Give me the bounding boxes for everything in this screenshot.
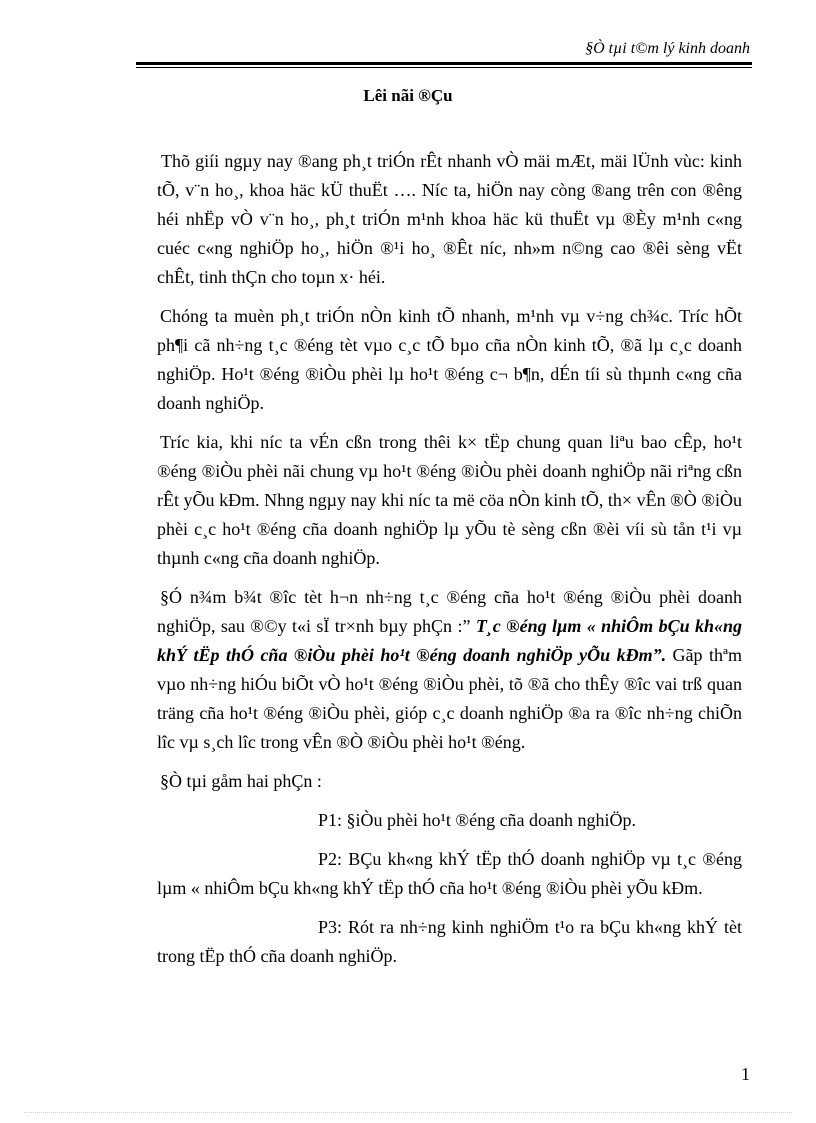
- paragraph-4-lead: §Ó n¾m b¾t ®îc tèt h¬n nh÷ng t¸c ®éng cña ho¹t ®éng ®iÒu phèi doanh nghiÖp, sau ®©y t«i sÏ tr×nh bµy phÇn :”: [157, 587, 742, 636]
- page-bottom-dotted-border: [24, 1112, 792, 1113]
- outline-item-p2-text: P2: BÇu kh«ng khÝ tËp thÓ doanh nghiÖp vµ t¸c ®éng lµm « nhiÔm bÇu kh«ng khÝ tËp thÓ cña ho¹t ®éng ®iÒu phèi yÕu kÐm.: [157, 849, 742, 898]
- outline-item-p3-text: P3: Rót ra nh÷ng kinh nghiÖm t¹o ra bÇu kh«ng khÝ tèt trong tËp thÓ cña doanh nghiÖp.: [157, 917, 742, 966]
- outline-item-p2: [157, 845, 742, 903]
- running-header-title: §Ò tµi t©m lý kinh doanh: [585, 40, 750, 57]
- paragraph-4-emphasis: T¸c ®éng lµm « nhiÔm bÇu kh«ng khÝ tËp thÓ cña ®iÒu phèi ho¹t ®éng doanh nghiÖp yÕu kÐm”.: [157, 616, 742, 665]
- outline-item-p1: [157, 806, 742, 835]
- document-title: Lêi nãi ®Çu: [363, 86, 453, 105]
- paragraph-3: Tríc kia, khi níc ta vÉn cßn trong thêi k× tËp chung quan liªu bao cÊp, ho¹t ®éng ®iÒu phèi nãi chung vµ ho¹t ®éng ®iÒu phèi doanh nghiÖp nãi riªng cßn rÊt yÕu kÐm. Nhng ngµy nay khi níc ta më cöa nÒn kinh tÕ, th× vÊn ®Ò ®iÒu phèi c¸c ho¹t ®éng cña doanh nghiÖp lµ yÕu tè sèng cßn ®èi víi sù tån t¹i vµ thµnh c«ng cña doanh nghiÖp.: [157, 432, 742, 568]
- paragraph-2: Chóng ta muèn ph¸t triÓn nÒn kinh tÕ nhanh, m¹nh vµ v÷ng ch¾c. Tríc hÕt ph¶i cã nh÷ng t¸c ®éng tèt vµo c¸c tÕ bµo cña nÒn kinh tÕ, ®ã lµ c¸c doanh nghiÖp. Ho¹t ®éng ®iÒu phèi lµ ho¹t ®éng c¬ b¶n, dÉn tíi sù thµnh c«ng cña doanh nghiÖp.: [157, 306, 742, 413]
- outline-item-p3: [157, 913, 742, 971]
- outline-item-p1-text: P1: §iÒu phèi ho¹t ®éng cña doanh nghiÖp.: [318, 810, 637, 830]
- page-number: 1: [741, 1064, 750, 1084]
- header-rule-thick: [136, 62, 752, 65]
- paragraph-4: [157, 583, 742, 757]
- document-body: [157, 147, 742, 981]
- header-rule-thin: [136, 67, 752, 68]
- paragraph-1: Thõ giíi ngµy nay ®ang ph¸t triÓn rÊt nhanh vÒ mäi mÆt, mäi lÜnh vùc: kinh tÕ, v¨n ho¸, khoa häc kÜ thuËt …. Níc ta, hiÖn nay còng ®ang trên con ®êng héi nhËp vÒ v¨n ho¸, ph¸t triÓn m¹nh khoa häc kü thuËt vµ ®Èy m¹nh c«ng cuéc c«ng nghiÖp ho¸, hiÖn ®¹i ho¸ ®Êt níc, nh»m n©ng cao ®êi sèng vËt chÊt, tinh thÇn cho toµn x· héi.: [157, 151, 742, 287]
- outline-intro: §Ò tµi gåm hai phÇn :: [160, 771, 322, 791]
- paragraph-4-tail: Gãp thªm vµo nh÷ng hiÓu biÕt vÒ ho¹t ®éng ®iÒu phèi, tõ ®ã cho thÊy ®îc vai trß quan träng cña ho¹t ®éng ®iÒu phèi, gióp c¸c doanh nghiÖp ®a ra ®îc nh÷ng chiÕn lîc vµ s¸ch lîc trong vÊn ®Ò ®iÒu phèi ho¹t ®éng.: [157, 645, 742, 752]
